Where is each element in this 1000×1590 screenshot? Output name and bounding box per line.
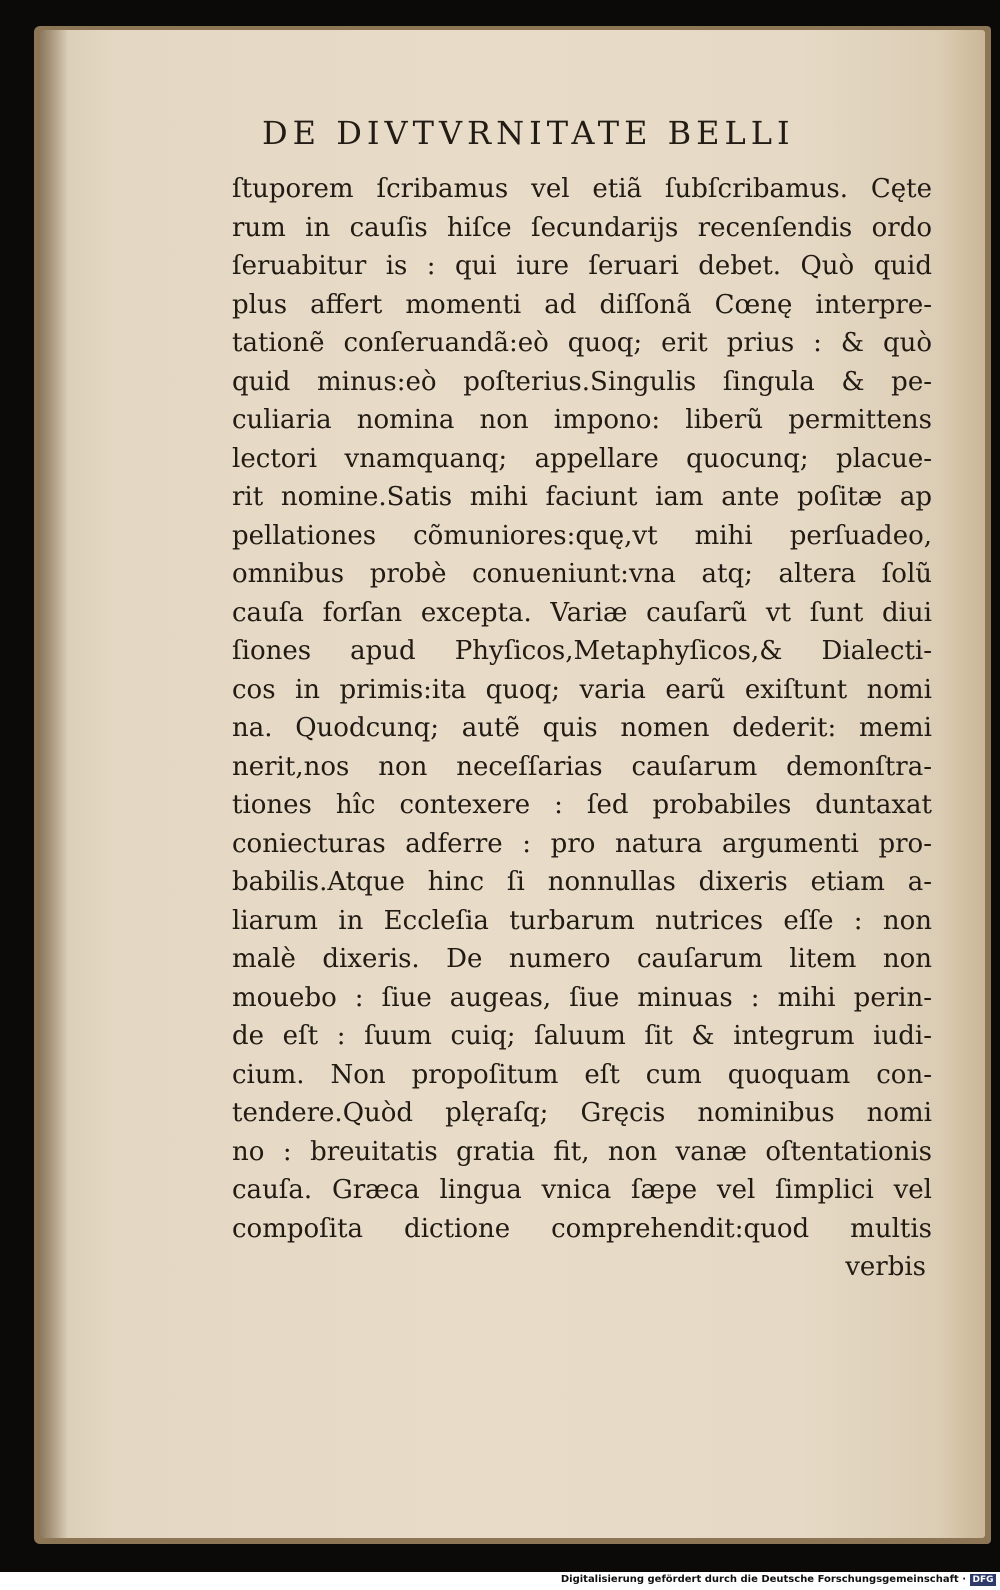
- text-line: omnibus probè conueniunt:vna atq; altera ſolũ: [232, 559, 932, 589]
- text-line: liarum in Eccleſia turbarum nutrices eſſe : non: [232, 905, 932, 936]
- text-line: cos in primis:ita quoq; varia earũ exiſtunt nomi: [232, 674, 932, 705]
- text-line: culiaria nomina non impono: liberũ permittens: [232, 405, 932, 435]
- gutter-shadow: [40, 30, 68, 1538]
- text-line: compoſita dictione comprehendit:quod multis: [232, 1213, 932, 1244]
- text-line: rum in cauſis hiſce ſecundarijs recenſendis ordo: [232, 212, 932, 243]
- text-line: de eſt : ſuum cuiq; ſaluum ſit & integrum iudi-: [232, 1021, 932, 1051]
- text-line: lectori vnamquanq; appellare quocunq; placue-: [232, 443, 932, 474]
- text-line: nerit,nos non neceſſarias cauſarum demonſtra-: [232, 751, 932, 782]
- text-line: ſeruabitur is : qui iure ſeruari debet. Quò quid: [232, 251, 932, 281]
- text-line: tationẽ conſeruandã:eò quoq; erit prius : & quò: [232, 328, 932, 358]
- text-line: tendere.Quòd plęraſq; Gręcis nominibus nomi: [232, 1098, 932, 1128]
- text-line: tiones hîc contexere : ſed probabiles duntaxat: [232, 790, 932, 820]
- catchword: verbis: [845, 1252, 926, 1282]
- footer-credit: Digitalisierung gefördert durch die Deutsche Forschungsgemeinschaft ·: [560, 1574, 966, 1585]
- text-line: no : breuitatis gratia fit, non vanæ oſtentationis: [232, 1136, 932, 1167]
- text-line: cauſa. Græca lingua vnica ſæpe vel ſimplici vel: [232, 1175, 932, 1205]
- text-line: cium. Non propoſitum eſt cum quoquam con-: [232, 1059, 932, 1090]
- text-line: ſtuporem ſcribamus vel etiã ſubſcribamus. Cęte: [232, 174, 932, 204]
- text-line: plus affert momenti ad diſſonã Cœnę interpre-: [232, 289, 932, 320]
- text-line: babilis.Atque hinc ſi nonnullas dixeris etiam a-: [232, 867, 932, 897]
- text-line: coniecturas adferre : pro natura argumenti pro-: [232, 828, 932, 859]
- text-line: pellationes cõmuniores:quę,vt mihi perſuadeo,: [232, 520, 932, 551]
- text-line: mouebo : ſiue augeas, ſiue minuas : mihi perin-: [232, 982, 932, 1013]
- running-head: DE DIVTVRNITATE BELLI: [262, 114, 795, 152]
- text-line: cauſa forſan excepta. Variæ cauſarũ vt ſunt diui: [232, 597, 932, 628]
- text-line: ſiones apud Phyſicos,Metaphyſicos,& Dialecti-: [232, 636, 932, 666]
- text-line: na. Quodcunq; autẽ quis nomen dederit: memi: [232, 713, 932, 743]
- dfg-logo: DFG: [970, 1574, 996, 1586]
- text-line: malè dixeris. De numero cauſarum litem non: [232, 944, 932, 974]
- text-line: quid minus:eò poſterius.Singulis ſingula & pe-: [232, 366, 932, 397]
- text-block: [232, 170, 932, 1287]
- text-line: rit nomine.Satis mihi faciunt iam ante poſitæ ap: [232, 482, 932, 512]
